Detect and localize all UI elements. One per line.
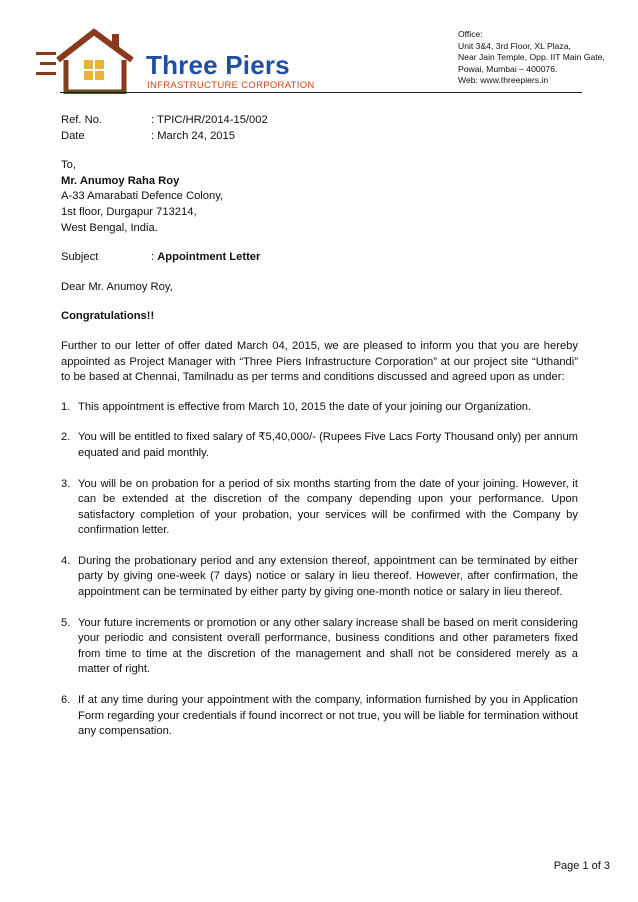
list-item bbox=[61, 430, 578, 461]
intro-paragraph: Further to our letter of offer dated March 04, 2015, we are pleased to inform you that you are hereby appointed as Project Manager with “Three Piers Infrastructure Corporation” at our project site “Uthandi” to be based at Chennai, Tamilnadu as per terms and conditions discussed and agreed upon as under: bbox=[61, 339, 578, 384]
brand-name: Three Piers bbox=[146, 50, 290, 80]
office-line: Unit 3&4, 3rd Floor, XL Plaza, bbox=[458, 40, 571, 51]
term-text: During the probationary period and any extension thereof, appointment can be terminated by either party by giving one-week (7 days) notice or salary in lieu thereof. However, after confirmation, the appointment can be terminated by either party by giving one-month notice or salary in lieu thereof. bbox=[78, 554, 578, 599]
list-item bbox=[61, 554, 578, 601]
term-number: 1. bbox=[61, 400, 71, 413]
company-logo bbox=[36, 24, 315, 94]
house-logo-icon bbox=[36, 24, 146, 94]
subject-row bbox=[61, 250, 578, 266]
office-line: Powai, Mumbai – 400076. bbox=[458, 63, 558, 74]
list-item bbox=[61, 400, 578, 416]
date-row bbox=[61, 129, 578, 145]
term-number: 6. bbox=[61, 694, 71, 707]
address-line: A-33 Amarabati Defence Colony, bbox=[61, 190, 224, 203]
term-text: This appointment is effective from March 10, 2015 the date of your joining our Organization. bbox=[78, 400, 532, 413]
office-address bbox=[458, 29, 628, 87]
office-line: Office: bbox=[458, 29, 483, 39]
date-value: : March 24, 2015 bbox=[151, 129, 235, 142]
ref-label: Ref. No. bbox=[61, 114, 103, 126]
subject-value-wrap bbox=[151, 250, 578, 266]
brand-subtitle: INFRASTRUCTURE CORPORATION bbox=[147, 80, 315, 91]
date-label: Date bbox=[61, 129, 85, 142]
term-number: 2. bbox=[61, 431, 71, 444]
address-line: 1st floor, Durgapur 713214, bbox=[61, 205, 197, 218]
office-web[interactable]: Web: www.threepiers.in bbox=[458, 75, 549, 86]
term-number: 4. bbox=[61, 554, 71, 567]
list-item bbox=[61, 616, 578, 678]
congratulations: Congratulations!! bbox=[61, 310, 155, 323]
list-item bbox=[61, 693, 578, 740]
term-text: If at any time during your appointment with the company, information furnished by you in Application Form regarding your credentials if found incorrect or not true, you will be liable for termination without any compensation. bbox=[78, 694, 578, 738]
address-line: West Bengal, India. bbox=[61, 221, 158, 234]
header-divider bbox=[60, 92, 582, 93]
subject-label: Subject bbox=[61, 251, 99, 264]
term-text: You will be on probation for a period of six months starting from the date of your joining. However, it can be extended at the discretion of the company depending upon your performance. Upon satisfactory completion of your probation, your services will be confirmed with the Company by confirmation letter. bbox=[78, 477, 578, 537]
term-text: You will be entitled to fixed salary of ₹5,40,000/- (Rupees Five Lacs Forty Thousand only) per annum equated and paid monthly. bbox=[78, 431, 578, 459]
to-line: To, bbox=[61, 159, 76, 172]
subject-colon: : bbox=[151, 251, 158, 264]
ref-row bbox=[61, 113, 578, 129]
term-number: 5. bbox=[61, 616, 71, 629]
letter-body bbox=[61, 113, 578, 755]
list-item bbox=[61, 477, 578, 539]
subject-value: Appointment Letter bbox=[157, 251, 261, 264]
recipient-name: Mr. Anumoy Raha Roy bbox=[61, 174, 180, 187]
office-line: Near Jain Temple, Opp. IIT Main Gate, bbox=[458, 52, 605, 63]
page-number: Page 1 of 3 bbox=[553, 860, 610, 872]
salutation: Dear Mr. Anumoy Roy, bbox=[61, 280, 173, 293]
term-text: Your future increments or promotion or any other salary increase shall be based on merit considering your periodic and consistent overall performance, business conditions and other parameters fixed from time to time at the discretion of the management and shall not be considered merely as a matter of right. bbox=[78, 616, 578, 676]
ref-value: : TPIC/HR/2014-15/002 bbox=[151, 114, 268, 126]
term-number: 3. bbox=[61, 477, 71, 490]
terms-list bbox=[61, 400, 578, 740]
